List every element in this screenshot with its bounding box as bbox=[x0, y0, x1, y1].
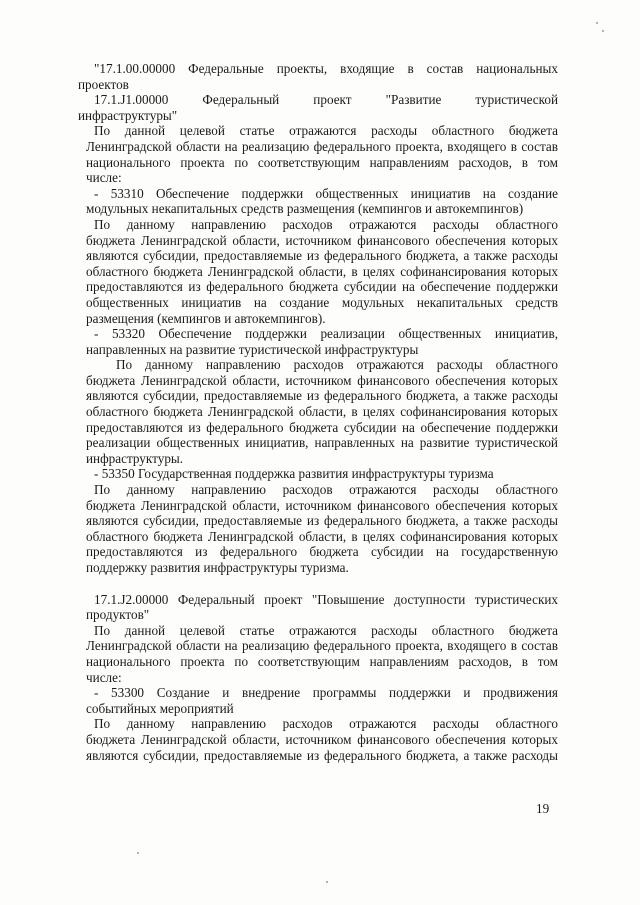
text-line: По данному направлению расходов отражаются расходы областного bbox=[94, 482, 558, 498]
project-heading bbox=[86, 592, 558, 623]
text-line: являются субсидии, предоставляемые из федерального бюджета, а также расходы bbox=[86, 248, 558, 264]
section-gap bbox=[86, 576, 558, 592]
text-line: "17.1.00.00000 Федеральные проекты, входящие в состав национальных bbox=[94, 61, 558, 76]
text-line: По данному направлению расходов отражаются расходы областного bbox=[94, 716, 558, 732]
text-line: направленных на развитие туристической инфраструктуры bbox=[86, 341, 419, 357]
text-line: инфраструктуры. bbox=[86, 450, 184, 466]
text-line: являются субсидии, предоставляемые из федерального бюджета, а также расходы bbox=[86, 513, 558, 529]
text-line: - 53310 Обеспечение поддержки общественных инициатив на создание bbox=[94, 185, 558, 201]
text-line: бюджета Ленинградской области, источником финансового обеспечения которых bbox=[86, 372, 558, 388]
paragraph bbox=[86, 482, 558, 576]
text-line: областного бюджета Ленинградской области, в целях софинансирования которых bbox=[86, 263, 558, 279]
paragraph bbox=[86, 123, 558, 185]
text-line: По данному направлению расходов отражаются расходы областного bbox=[94, 216, 558, 232]
expense-direction-heading bbox=[86, 685, 558, 716]
project-heading bbox=[78, 92, 558, 123]
text-line: - 53350 Государственная поддержка развития инфраструктуры туризма bbox=[94, 466, 494, 482]
text-line: инфраструктуры" bbox=[78, 107, 178, 123]
text-line: являются субсидии, предоставляемые из федерального бюджета, а также расходы bbox=[86, 388, 558, 404]
text-line: бюджета Ленинградской области, источником финансового обеспечения которых bbox=[86, 232, 558, 248]
text-line: - 53320 Обеспечение поддержки реализации общественных инициатив, bbox=[94, 326, 558, 342]
text-line: 17.1.J1.00000 Федеральный проект "Развитие туристической bbox=[94, 92, 558, 108]
text-line: предоставляются из федерального бюджета субсидии на обеспечение поддержки bbox=[86, 279, 558, 295]
text-line: предоставляются из федерального бюджета субсидии на обеспечение поддержки bbox=[86, 419, 558, 435]
text-line: По данной целевой статье отражаются расходы областного бюджета bbox=[94, 123, 558, 139]
text-line: поддержку развития инфраструктуры туризма. bbox=[86, 560, 349, 575]
text-line: модульных некапитальных средств размещения (кемпингов и автокемпингов) bbox=[86, 201, 524, 217]
text-line: продуктов" bbox=[86, 607, 150, 623]
text-line: бюджета Ленинградской области, источником финансового обеспечения которых bbox=[86, 497, 558, 513]
scan-speck bbox=[326, 881, 328, 883]
expense-direction-heading bbox=[86, 186, 558, 217]
text-line: - 53300 Создание и внедрение программы поддержки и продвижения bbox=[94, 685, 558, 701]
expense-direction-heading bbox=[86, 326, 558, 357]
paragraph bbox=[86, 716, 558, 763]
text-line: числе: bbox=[86, 170, 122, 186]
text-line: проектов bbox=[78, 76, 129, 92]
text-line: По данному направлению расходов отражаются расходы областного bbox=[116, 357, 558, 373]
text-line: общественных инициатив на создание модульных некапитальных средств bbox=[86, 294, 558, 310]
text-line: национального проекта по соответствующим направлениям расходов, в том bbox=[86, 653, 558, 669]
text-line: 17.1.J2.00000 Федеральный проект "Повышение доступности туристических bbox=[94, 591, 558, 607]
scan-speck bbox=[137, 852, 139, 854]
text-line: событийных мероприятий bbox=[86, 700, 234, 716]
text-line: национального проекта по соответствующим направлениям расходов, в том bbox=[86, 154, 558, 170]
text-line: реализации общественных инициатив, направленных на развитие туристической bbox=[86, 435, 558, 451]
text-line: размещения (кемпингов и автокемпингов). bbox=[86, 310, 326, 326]
text-line: являются субсидии, предоставляемые из федерального бюджета, а также расходы bbox=[86, 747, 558, 763]
paragraph bbox=[86, 357, 558, 466]
scan-speck bbox=[596, 22, 598, 24]
text-line: областного бюджета Ленинградской области, в целях софинансирования которых bbox=[86, 528, 558, 544]
document-body bbox=[78, 61, 558, 763]
section-heading bbox=[78, 61, 558, 92]
text-line: Ленинградской области на реализацию федерального проекта, входящего в состав bbox=[86, 638, 558, 654]
text-line: бюджета Ленинградской области, источником финансового обеспечения которых bbox=[86, 731, 558, 747]
paragraph bbox=[86, 623, 558, 685]
paragraph bbox=[86, 217, 558, 326]
text-line: областного бюджета Ленинградской области, в целях софинансирования которых bbox=[86, 404, 558, 420]
text-line: предоставляются из федерального бюджета субсидии на государственную bbox=[86, 544, 558, 560]
page-number: 19 bbox=[536, 801, 550, 816]
text-line: числе: bbox=[86, 669, 122, 685]
expense-direction-heading bbox=[86, 466, 558, 482]
text-line: По данной целевой статье отражаются расходы областного бюджета bbox=[94, 622, 558, 638]
text-line: Ленинградской области на реализацию федерального проекта, входящего в состав bbox=[86, 138, 558, 154]
scan-speck bbox=[602, 30, 604, 32]
